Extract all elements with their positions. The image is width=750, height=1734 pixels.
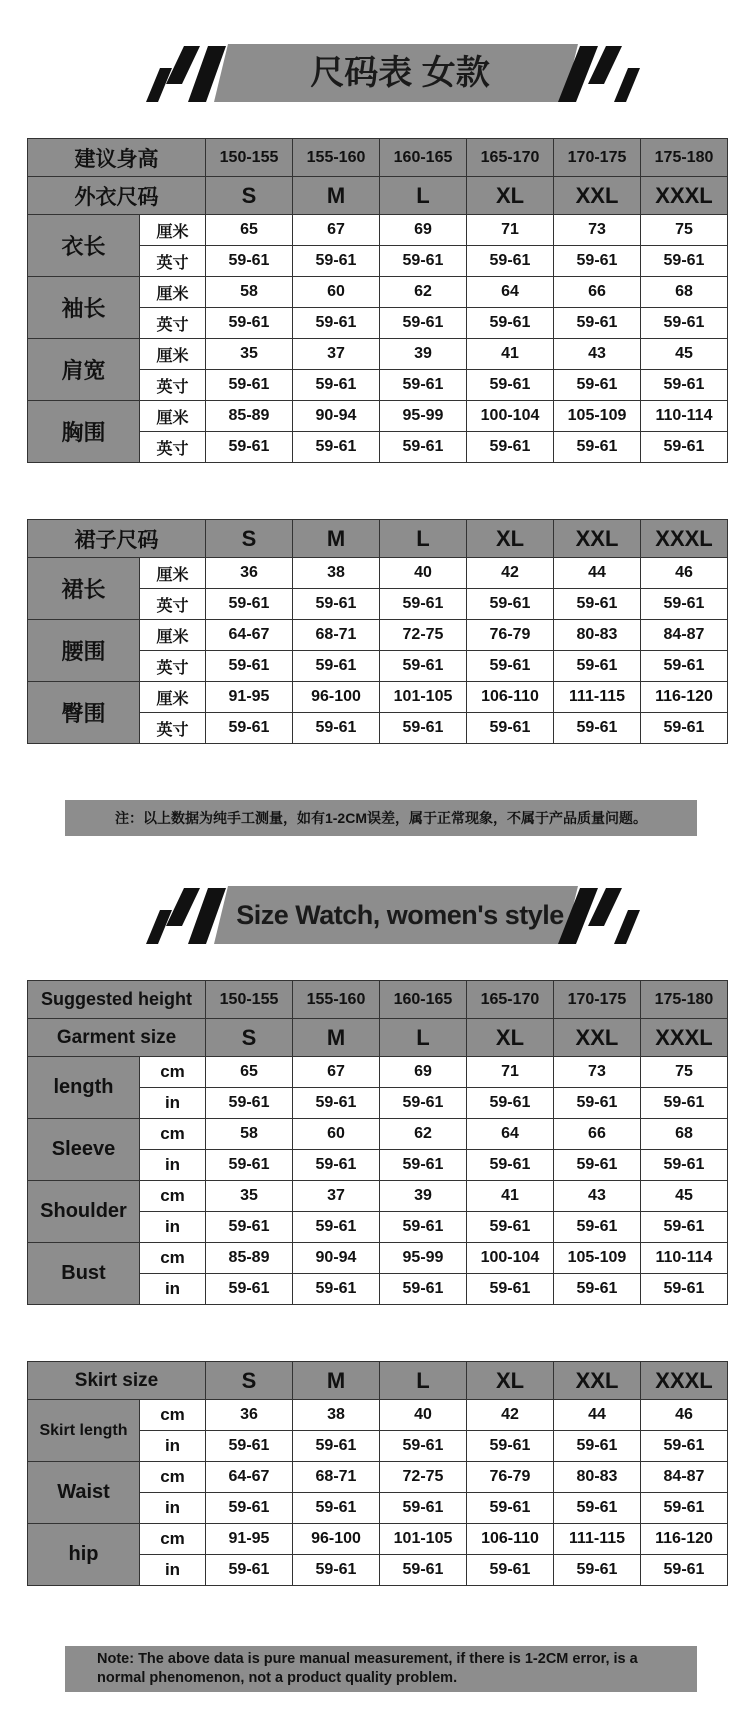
measurement-value: 59-61 xyxy=(293,1212,380,1243)
measurement-value: 59-61 xyxy=(554,1493,641,1524)
skirt-size-header-row xyxy=(28,1362,728,1400)
measurement-value: 59-61 xyxy=(380,1431,467,1462)
unit-label: 英寸 xyxy=(140,589,206,620)
measurement-value: 59-61 xyxy=(206,370,293,401)
measurement-value: 64-67 xyxy=(206,1462,293,1493)
measurement-value: 38 xyxy=(293,558,380,589)
measurement-value: 59-61 xyxy=(206,1212,293,1243)
measurement-value: 43 xyxy=(554,339,641,370)
measurement-value: 110-114 xyxy=(640,1243,727,1274)
measurement-value: 59-61 xyxy=(293,1274,380,1305)
unit-label: 厘米 xyxy=(140,277,206,308)
size-header-value: XXXL xyxy=(640,1019,727,1057)
measurement-value: 95-99 xyxy=(380,401,467,432)
measurement-value: 59-61 xyxy=(641,432,728,463)
measurement-name: Skirt length xyxy=(28,1400,140,1462)
measurement-value: 59-61 xyxy=(380,1493,467,1524)
measurement-value: 59-61 xyxy=(467,432,554,463)
skirt-size-header-value: L xyxy=(380,1362,467,1400)
measurement-value: 59-61 xyxy=(554,1555,641,1586)
measurement-value: 36 xyxy=(206,1400,293,1431)
measurement-value: 59-61 xyxy=(380,589,467,620)
measurement-value: 101-105 xyxy=(380,1524,467,1555)
table-row xyxy=(28,1181,728,1212)
measurement-value: 59-61 xyxy=(380,651,467,682)
measurement-value: 59-61 xyxy=(206,1493,293,1524)
measurement-value: 59-61 xyxy=(379,1274,466,1305)
measurement-value: 59-61 xyxy=(293,651,380,682)
size-header-value: L xyxy=(380,177,467,215)
measurement-value: 59-61 xyxy=(206,246,293,277)
measurement-value: 41 xyxy=(467,339,554,370)
measurement-value: 80-83 xyxy=(554,620,641,651)
height-header-value: 170-175 xyxy=(554,139,641,177)
size-header-label: Garment size xyxy=(28,1019,206,1057)
measurement-value: 69 xyxy=(380,215,467,246)
measurement-value: 84-87 xyxy=(641,1462,728,1493)
measurement-value: 73 xyxy=(553,1057,640,1088)
size-table-en xyxy=(27,980,728,1305)
measurement-value: 59-61 xyxy=(467,589,554,620)
unit-label: 英寸 xyxy=(140,246,206,277)
unit-label: 英寸 xyxy=(140,713,206,744)
measurement-value: 59-61 xyxy=(553,1274,640,1305)
measurement-value: 59-61 xyxy=(380,246,467,277)
measurement-value: 59-61 xyxy=(554,651,641,682)
table-row xyxy=(28,682,728,713)
measurement-value: 35 xyxy=(206,1181,293,1212)
measurement-value: 85-89 xyxy=(206,1243,293,1274)
measurement-value: 72-75 xyxy=(380,620,467,651)
measurement-value: 58 xyxy=(206,1119,293,1150)
measurement-value: 59-61 xyxy=(554,308,641,339)
measurement-value: 59-61 xyxy=(641,308,728,339)
measurement-value: 59-61 xyxy=(553,1150,640,1181)
size-chart-title: Size Watch, women's style xyxy=(236,900,564,930)
measurement-value: 59-61 xyxy=(380,308,467,339)
skirt-size-header-value: XXXL xyxy=(641,1362,728,1400)
unit-label: in xyxy=(140,1212,206,1243)
skirt-size-header-value: XL xyxy=(467,520,554,558)
table-row xyxy=(28,620,728,651)
measurement-value: 67 xyxy=(293,215,380,246)
measurement-value: 59-61 xyxy=(293,370,380,401)
measurement-value: 59-61 xyxy=(640,1274,727,1305)
height-header-value: 155-160 xyxy=(293,981,380,1019)
measurement-value: 62 xyxy=(379,1119,466,1150)
measurement-value: 59-61 xyxy=(293,308,380,339)
size-header-value: XXL xyxy=(553,1019,640,1057)
measurement-value: 59-61 xyxy=(553,1088,640,1119)
measurement-name: Bust xyxy=(28,1243,140,1305)
measurement-value: 59-61 xyxy=(467,308,554,339)
measurement-value: 59-61 xyxy=(640,1150,727,1181)
measurement-value: 59-61 xyxy=(380,432,467,463)
measurement-value: 59-61 xyxy=(293,1493,380,1524)
height-header-label: Suggested height xyxy=(28,981,206,1019)
measurement-value: 44 xyxy=(554,558,641,589)
unit-label: 厘米 xyxy=(140,620,206,651)
height-header-value: 165-170 xyxy=(467,139,554,177)
measurement-value: 59-61 xyxy=(380,1555,467,1586)
measurement-value: 59-61 xyxy=(206,1431,293,1462)
size-chart-title: 尺码表 女款 xyxy=(310,54,490,92)
measurement-name: 肩宽 xyxy=(28,339,140,401)
measurement-value: 58 xyxy=(206,277,293,308)
measurement-value: 96-100 xyxy=(293,682,380,713)
measurement-value: 67 xyxy=(293,1057,380,1088)
measurement-value: 42 xyxy=(467,558,554,589)
measurement-value: 59-61 xyxy=(466,1088,553,1119)
measurement-value: 116-120 xyxy=(641,1524,728,1555)
table-row xyxy=(28,215,728,246)
unit-label: 英寸 xyxy=(140,651,206,682)
measurement-note-cn: 注：以上数据为纯手工测量，如有1-2CM误差，属于正常现象，不属于产品质量问题。 xyxy=(65,800,697,836)
measurement-value: 59-61 xyxy=(206,1150,293,1181)
measurement-value: 105-109 xyxy=(554,401,641,432)
measurement-value: 75 xyxy=(641,215,728,246)
measurement-value: 38 xyxy=(293,1400,380,1431)
size-header-row xyxy=(28,177,728,215)
measurement-value: 59-61 xyxy=(641,1493,728,1524)
size-header-value: S xyxy=(206,177,293,215)
table-row xyxy=(28,1119,728,1150)
height-header-value: 150-155 xyxy=(206,139,293,177)
table-row xyxy=(28,401,728,432)
unit-label: 英寸 xyxy=(140,308,206,339)
measurement-value: 59-61 xyxy=(467,713,554,744)
measurement-value: 96-100 xyxy=(293,1524,380,1555)
measurement-value: 59-61 xyxy=(206,1274,293,1305)
measurement-value: 59-61 xyxy=(380,713,467,744)
measurement-value: 59-61 xyxy=(641,589,728,620)
measurement-value: 90-94 xyxy=(293,401,380,432)
measurement-value: 37 xyxy=(293,339,380,370)
title-banner-cn xyxy=(0,38,750,108)
measurement-value: 72-75 xyxy=(380,1462,467,1493)
skirt-size-header-row xyxy=(28,520,728,558)
measurement-value: 73 xyxy=(554,215,641,246)
measurement-value: 68-71 xyxy=(293,620,380,651)
unit-label: cm xyxy=(140,1400,206,1431)
measurement-value: 116-120 xyxy=(641,682,728,713)
measurement-value: 59-61 xyxy=(206,651,293,682)
size-header-value: XXL xyxy=(554,177,641,215)
measurement-value: 60 xyxy=(293,1119,380,1150)
measurement-name: Sleeve xyxy=(28,1119,140,1181)
measurement-value: 106-110 xyxy=(467,1524,554,1555)
unit-label: cm xyxy=(140,1057,206,1088)
measurement-value: 59-61 xyxy=(554,1431,641,1462)
measurement-value: 111-115 xyxy=(554,1524,641,1555)
table-row xyxy=(28,1400,728,1431)
unit-label: 英寸 xyxy=(140,370,206,401)
measurement-value: 40 xyxy=(380,1400,467,1431)
height-header-label: 建议身高 xyxy=(28,139,206,177)
measurement-value: 59-61 xyxy=(293,246,380,277)
height-header-row xyxy=(28,981,728,1019)
unit-label: 厘米 xyxy=(140,682,206,713)
measurement-value: 90-94 xyxy=(293,1243,380,1274)
height-header-value: 160-165 xyxy=(380,139,467,177)
measurement-value: 37 xyxy=(293,1181,380,1212)
measurement-value: 91-95 xyxy=(206,682,293,713)
title-banner-en xyxy=(0,880,750,950)
table-row xyxy=(28,1524,728,1555)
measurement-value: 59-61 xyxy=(467,246,554,277)
measurement-value: 111-115 xyxy=(554,682,641,713)
unit-label: in xyxy=(140,1555,206,1586)
measurement-value: 41 xyxy=(466,1181,553,1212)
measurement-name: 臀围 xyxy=(28,682,140,744)
measurement-value: 110-114 xyxy=(641,401,728,432)
measurement-value: 59-61 xyxy=(554,589,641,620)
unit-label: 厘米 xyxy=(140,401,206,432)
measurement-value: 59-61 xyxy=(293,713,380,744)
unit-label: 厘米 xyxy=(140,339,206,370)
size-header-row xyxy=(28,1019,728,1057)
measurement-value: 46 xyxy=(641,558,728,589)
measurement-value: 44 xyxy=(554,1400,641,1431)
measurement-value: 59-61 xyxy=(206,713,293,744)
unit-label: 厘米 xyxy=(140,558,206,589)
measurement-value: 59-61 xyxy=(554,370,641,401)
measurement-value: 42 xyxy=(467,1400,554,1431)
size-header-value: M xyxy=(293,177,380,215)
measurement-value: 66 xyxy=(553,1119,640,1150)
measurement-value: 59-61 xyxy=(293,1431,380,1462)
measurement-value: 59-61 xyxy=(379,1212,466,1243)
measurement-value: 59-61 xyxy=(379,1150,466,1181)
measurement-value: 59-61 xyxy=(641,651,728,682)
skirt-table-en xyxy=(27,1361,728,1586)
measurement-value: 76-79 xyxy=(467,1462,554,1493)
measurement-value: 95-99 xyxy=(379,1243,466,1274)
measurement-value: 64-67 xyxy=(206,620,293,651)
skirt-size-header-value: S xyxy=(206,1362,293,1400)
table-row xyxy=(28,558,728,589)
measurement-value: 35 xyxy=(206,339,293,370)
measurement-value: 59-61 xyxy=(466,1212,553,1243)
measurement-value: 59-61 xyxy=(467,370,554,401)
unit-label: cm xyxy=(140,1119,206,1150)
measurement-value: 59-61 xyxy=(380,370,467,401)
skirt-table-cn xyxy=(27,519,728,744)
measurement-value: 105-109 xyxy=(553,1243,640,1274)
measurement-value: 91-95 xyxy=(206,1524,293,1555)
measurement-value: 59-61 xyxy=(554,713,641,744)
table-row xyxy=(28,1057,728,1088)
measurement-value: 59-61 xyxy=(293,1088,380,1119)
measurement-name: 衣长 xyxy=(28,215,140,277)
size-header-value: XL xyxy=(467,177,554,215)
measurement-name: Waist xyxy=(28,1462,140,1524)
size-table-cn xyxy=(27,138,728,463)
table-row xyxy=(28,339,728,370)
measurement-value: 59-61 xyxy=(379,1088,466,1119)
measurement-value: 68 xyxy=(641,277,728,308)
skirt-size-header-value: XL xyxy=(467,1362,554,1400)
measurement-value: 66 xyxy=(554,277,641,308)
skirt-size-header-value: M xyxy=(293,1362,380,1400)
measurement-value: 59-61 xyxy=(553,1212,640,1243)
measurement-value: 59-61 xyxy=(641,246,728,277)
height-header-value: 175-180 xyxy=(641,139,728,177)
unit-label: cm xyxy=(140,1181,206,1212)
unit-label: in xyxy=(140,1274,206,1305)
measurement-value: 75 xyxy=(640,1057,727,1088)
measurement-value: 59-61 xyxy=(293,432,380,463)
skirt-size-header-label: Skirt size xyxy=(28,1362,206,1400)
measurement-value: 59-61 xyxy=(641,713,728,744)
table-row xyxy=(28,277,728,308)
size-header-label: 外衣尺码 xyxy=(28,177,206,215)
measurement-value: 59-61 xyxy=(641,1431,728,1462)
unit-label: in xyxy=(140,1088,206,1119)
measurement-value: 59-61 xyxy=(466,1274,553,1305)
size-header-value: XL xyxy=(466,1019,553,1057)
height-header-value: 170-175 xyxy=(553,981,640,1019)
measurement-name: length xyxy=(28,1057,140,1119)
height-header-value: 165-170 xyxy=(466,981,553,1019)
measurement-value: 59-61 xyxy=(293,1555,380,1586)
unit-label: in xyxy=(140,1150,206,1181)
size-header-value: S xyxy=(206,1019,293,1057)
measurement-name: 胸围 xyxy=(28,401,140,463)
measurement-value: 59-61 xyxy=(206,1555,293,1586)
skirt-size-header-value: XXXL xyxy=(641,520,728,558)
measurement-value: 80-83 xyxy=(554,1462,641,1493)
height-header-value: 175-180 xyxy=(640,981,727,1019)
measurement-value: 59-61 xyxy=(206,1088,293,1119)
measurement-value: 60 xyxy=(293,277,380,308)
measurement-value: 100-104 xyxy=(467,401,554,432)
size-header-value: L xyxy=(379,1019,466,1057)
measurement-value: 85-89 xyxy=(206,401,293,432)
skirt-size-header-value: M xyxy=(293,520,380,558)
measurement-value: 43 xyxy=(553,1181,640,1212)
height-header-value: 155-160 xyxy=(293,139,380,177)
table-row xyxy=(28,1243,728,1274)
measurement-value: 64 xyxy=(467,277,554,308)
skirt-size-header-value: L xyxy=(380,520,467,558)
measurement-value: 59-61 xyxy=(554,432,641,463)
measurement-value: 59-61 xyxy=(641,1555,728,1586)
measurement-value: 69 xyxy=(379,1057,466,1088)
unit-label: cm xyxy=(140,1243,206,1274)
measurement-value: 59-61 xyxy=(206,308,293,339)
measurement-value: 59-61 xyxy=(467,1493,554,1524)
measurement-value: 68 xyxy=(640,1119,727,1150)
unit-label: cm xyxy=(140,1524,206,1555)
measurement-value: 45 xyxy=(640,1181,727,1212)
measurement-value: 59-61 xyxy=(640,1088,727,1119)
measurement-value: 76-79 xyxy=(467,620,554,651)
measurement-value: 84-87 xyxy=(641,620,728,651)
skirt-size-header-label: 裙子尺码 xyxy=(28,520,206,558)
measurement-value: 59-61 xyxy=(293,589,380,620)
measurement-value: 45 xyxy=(641,339,728,370)
measurement-value: 36 xyxy=(206,558,293,589)
skirt-size-header-value: XXL xyxy=(554,520,641,558)
measurement-value: 65 xyxy=(206,1057,293,1088)
measurement-value: 39 xyxy=(379,1181,466,1212)
measurement-value: 59-61 xyxy=(640,1212,727,1243)
measurement-value: 40 xyxy=(380,558,467,589)
skirt-size-header-value: S xyxy=(206,520,293,558)
measurement-value: 64 xyxy=(466,1119,553,1150)
measurement-value: 100-104 xyxy=(466,1243,553,1274)
measurement-value: 106-110 xyxy=(467,682,554,713)
height-header-value: 150-155 xyxy=(206,981,293,1019)
measurement-value: 62 xyxy=(380,277,467,308)
measurement-value: 59-61 xyxy=(206,589,293,620)
table-row xyxy=(28,1462,728,1493)
measurement-value: 65 xyxy=(206,215,293,246)
measurement-value: 39 xyxy=(380,339,467,370)
measurement-name: Shoulder xyxy=(28,1181,140,1243)
unit-label: in xyxy=(140,1431,206,1462)
measurement-name: 袖长 xyxy=(28,277,140,339)
unit-label: cm xyxy=(140,1462,206,1493)
height-header-value: 160-165 xyxy=(379,981,466,1019)
measurement-value: 59-61 xyxy=(467,651,554,682)
size-header-value: M xyxy=(293,1019,380,1057)
measurement-value: 71 xyxy=(467,215,554,246)
size-header-value: XXXL xyxy=(641,177,728,215)
unit-label: in xyxy=(140,1493,206,1524)
measurement-value: 59-61 xyxy=(554,246,641,277)
skirt-size-header-value: XXL xyxy=(554,1362,641,1400)
measurement-value: 101-105 xyxy=(380,682,467,713)
measurement-value: 59-61 xyxy=(206,432,293,463)
measurement-note-en: Note: The above data is pure manual measurement, if there is 1-2CM error, is a normal phenomenon, not a product quality problem. xyxy=(65,1646,697,1692)
measurement-value: 68-71 xyxy=(293,1462,380,1493)
unit-label: 英寸 xyxy=(140,432,206,463)
measurement-name: 腰围 xyxy=(28,620,140,682)
measurement-value: 59-61 xyxy=(293,1150,380,1181)
measurement-name: 裙长 xyxy=(28,558,140,620)
measurement-value: 59-61 xyxy=(467,1555,554,1586)
measurement-value: 59-61 xyxy=(466,1150,553,1181)
measurement-value: 46 xyxy=(641,1400,728,1431)
measurement-value: 59-61 xyxy=(467,1431,554,1462)
measurement-name: hip xyxy=(28,1524,140,1586)
measurement-value: 71 xyxy=(466,1057,553,1088)
unit-label: 厘米 xyxy=(140,215,206,246)
measurement-value: 59-61 xyxy=(641,370,728,401)
height-header-row xyxy=(28,139,728,177)
